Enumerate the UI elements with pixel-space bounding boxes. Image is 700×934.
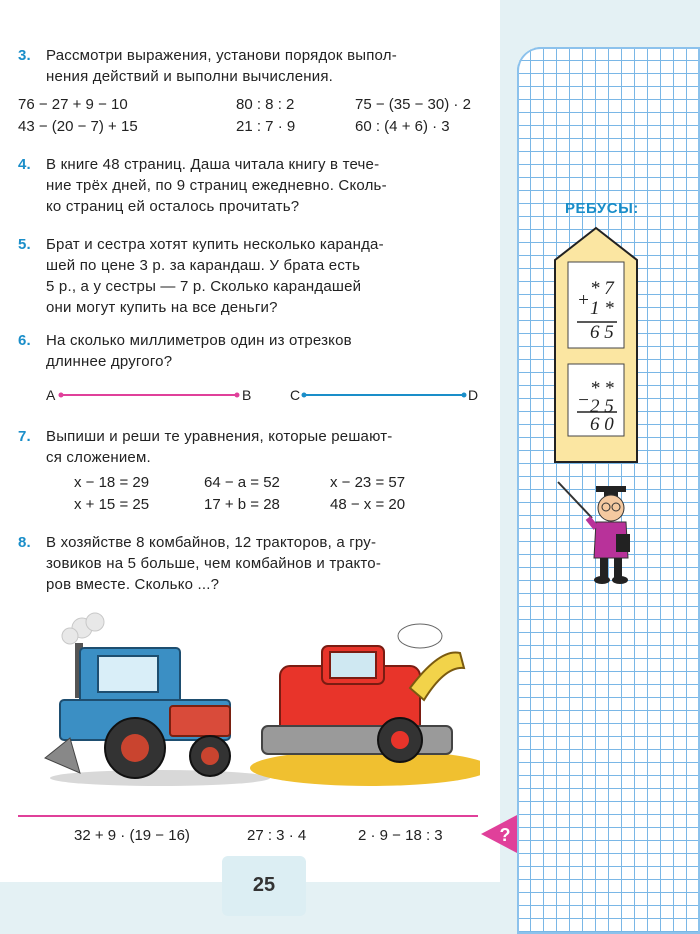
task-line: 5 р., а у сестры — 7 р. Сколько карандашей — [46, 278, 362, 295]
svg-text:?: ? — [499, 825, 511, 845]
task-line: нения действий и выполни вычисления. — [46, 68, 334, 85]
expression: 75 − (35 − 30) · 2 — [355, 96, 471, 113]
expression: 60 : (4 + 6) · 3 — [355, 118, 450, 135]
rebus-2-row-3: 6 0 — [590, 414, 614, 435]
expression: 80 : 8 : 2 — [236, 96, 295, 113]
segment-cd — [300, 388, 470, 402]
task-3 — [18, 45, 476, 87]
task-line: На сколько миллиметров один из отрезков — [46, 332, 352, 349]
task-5 — [18, 234, 476, 318]
segment-ab — [56, 388, 242, 402]
equation: 64 − a = 52 — [204, 474, 280, 491]
expression: 21 : 7 · 9 — [236, 118, 296, 135]
task-line: ся сложением. — [46, 449, 151, 466]
expression: 43 − (20 − 7) + 15 — [18, 118, 138, 135]
expression: 76 − 27 + 9 − 10 — [18, 96, 128, 113]
rebus-2-row-2: 2 5 — [590, 396, 614, 417]
rebus-2-sign: − — [577, 390, 590, 411]
task-line: Рассмотри выражения, установи порядок выпол- — [46, 47, 397, 64]
segment-label-a: A — [46, 387, 56, 403]
smoke-icon — [62, 613, 104, 644]
segment-label-b: B — [242, 387, 252, 403]
task-line: ние трёх дней, по 9 страниц ежедневно. Сколь- — [46, 177, 387, 194]
task-line: Выпиши и реши те уравнения, которые решают- — [46, 428, 393, 445]
task-line: В книге 48 страниц. Даша читала книгу в тече- — [46, 156, 380, 173]
task-number: 7. — [18, 428, 31, 445]
equation: x − 23 = 57 — [330, 474, 406, 491]
task-line: Брат и сестра хотят купить несколько каранда- — [46, 236, 384, 253]
bottom-expression: 32 + 9 · (19 − 16) — [74, 827, 190, 844]
rebus-title: РЕБУСЫ: — [565, 200, 639, 217]
cloud-icon — [398, 624, 442, 648]
segment-label-c: C — [290, 387, 301, 403]
rebus-2-row-1: * * — [590, 378, 614, 399]
task-number: 4. — [18, 156, 31, 173]
task-number: 6. — [18, 332, 31, 349]
tractor-combine-illustration — [40, 608, 480, 793]
bottom-expression: 2 · 9 − 18 : 3 — [358, 827, 443, 844]
equation: 17 + b = 28 — [204, 496, 280, 513]
rebus-1-row-3: 6 5 — [590, 322, 614, 343]
task-7 — [18, 426, 476, 468]
task-line: В хозяйстве 8 комбайнов, 12 тракторов, а гру- — [46, 534, 377, 551]
task-6 — [18, 330, 476, 372]
task-line: шей по цене 3 р. за карандаш. У брата есть — [46, 257, 361, 274]
task-number: 5. — [18, 236, 31, 253]
task-line: они могут купить на все деньги? — [46, 299, 278, 316]
task-4 — [18, 154, 476, 217]
task-8 — [18, 532, 476, 595]
equation: x + 15 = 25 — [74, 496, 150, 513]
professor-illustration — [552, 478, 642, 588]
page-number: 25 — [222, 856, 306, 916]
segment-label-d: D — [468, 387, 479, 403]
task-line: ко страниц ей осталось прочитать? — [46, 198, 300, 215]
bottom-divider — [18, 815, 478, 817]
task-line: ров вместе. Сколько ...? — [46, 576, 220, 593]
rebus-1-row-1: * 7 — [590, 278, 614, 299]
question-mark-icon — [481, 815, 517, 853]
equation: 48 − x = 20 — [330, 496, 406, 513]
rebus-1-sign: + — [577, 290, 590, 311]
equation: x − 18 = 29 — [74, 474, 150, 491]
task-number: 3. — [18, 47, 31, 64]
bottom-expression: 27 : 3 · 4 — [247, 827, 307, 844]
task-number: 8. — [18, 534, 31, 551]
task-line: длиннее другого? — [46, 353, 173, 370]
task-line: зовиков на 5 больше, чем комбайнов и тракто- — [46, 555, 382, 572]
rebus-1-row-2: 1 * — [590, 298, 614, 319]
